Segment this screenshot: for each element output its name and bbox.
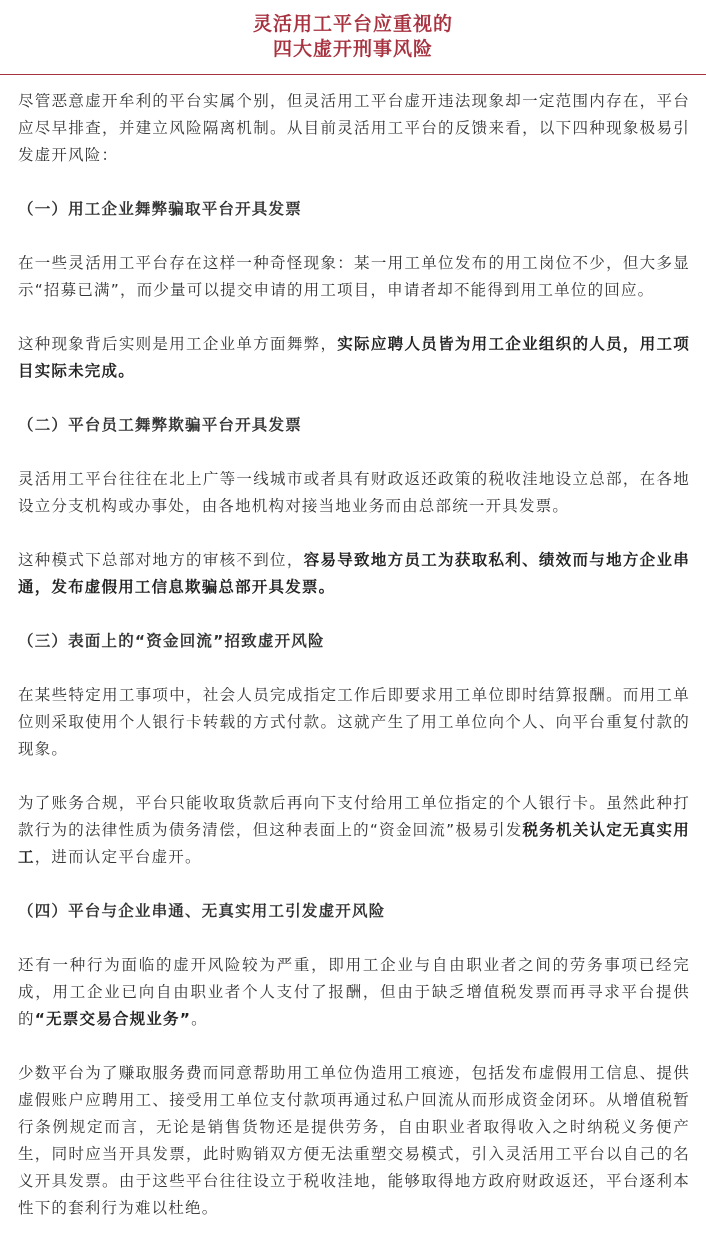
- section-2-heading: （二）平台员工舞弊欺骗平台开具发票: [18, 416, 302, 434]
- article-title-line-2: 四大虚开刑事风险: [272, 38, 433, 60]
- section-3-p2-text: 为了账务合规，平台只能收取货款后再向下支付给用工单位指定的个人银行卡。虽然此种打款行为的法律性质为债务清偿，但这种表面上的“资金回流”极易引发: [18, 794, 690, 839]
- section-4-paragraph-2: 少数平台为了赚取服务费而同意帮助用工单位伪造用工痕迹，包括发布虚假用工信息、提供虚假账户应聘用工、接受用工单位支付款项再通过私户回流从而形成资金闭环。从增值税暂行条例规定而言，无论是销售货物还是提供劳务，自由职业者取得收入之时纳税义务便产生，同时应当开具发票，此时购销双方便无法重塑交易模式，引入灵活用工平台以自己的名义开具发票。由于这些平台往往设立于税收洼地，能够取得地方政府财政返还，平台逐利本性下的套利行为难以杜绝。: [18, 1064, 690, 1217]
- section-1-paragraph-2: [18, 331, 690, 385]
- section-4-heading: （四）平台与企业串通、无真实用工引发虚开风险: [18, 902, 386, 920]
- section-4-p1-tail: 。: [191, 1010, 208, 1028]
- intro-paragraph: 尽管恶意虚开牟利的平台实属个别，但灵活用工平台虚开违法现象却一定范围内存在，平台应尽早排查，并建立风险隔离机制。从目前灵活用工平台的反馈来看，以下四种现象极易引发虚开风险：: [18, 92, 690, 164]
- section-1-p2-emphasis: 实际应聘人员皆为用工企业组织的人员，用工项目实际未完成。: [18, 335, 690, 380]
- section-4-p1-emphasis: “无票交易合规业务”: [34, 1010, 192, 1028]
- section-4-p1-text: 还有一种行为面临的虚开风险较为严重，即用工企业与自由职业者之间的劳务事项已经完成，用工企业已向自由职业者个人支付了报酬，但由于缺乏增值税发票而再寻求平台提供的: [18, 956, 690, 1028]
- section-2-p2-text: 这种模式下总部对地方的审核不到位，: [18, 551, 304, 569]
- section-3-p2-emphasis: 税务机关认定无真实用工: [18, 821, 690, 866]
- section-1-heading: （一）用工企业舞弊骗取平台开具发票: [18, 200, 302, 218]
- article-header: [0, 0, 706, 74]
- section-1-paragraph-1: 在一些灵活用工平台存在这样一种奇怪现象：某一用工单位发布的用工岗位不少，但大多显示“招募已满”，而少量可以提交申请的用工项目，申请者却不能得到用工单位的回应。: [18, 254, 690, 299]
- section-2-p2-emphasis: 容易导致地方员工为获取私利、绩效而与地方企业串通，发布虚假用工信息欺骗总部开具发票。: [18, 551, 690, 596]
- section-3-paragraph-2: [18, 790, 690, 871]
- article-body: [18, 88, 690, 1236]
- section-2-paragraph-2: [18, 547, 690, 601]
- article-title-line-1: 灵活用工平台应重视的: [252, 13, 453, 35]
- section-3-paragraph-1: 在某些特定用工事项中，社会人员完成指定工作后即要求用工单位即时结算报酬。而用工单位则采取使用个人银行卡转载的方式付款。这就产生了用工单位向个人、向平台重复付款的现象。: [18, 686, 690, 758]
- section-3-heading: （三）表面上的“资金回流”招致虚开风险: [18, 632, 325, 650]
- section-3-p2-tail: ，进而认定平台虚开。: [34, 848, 202, 866]
- section-2-paragraph-1: 灵活用工平台往往在北上广等一线城市或者具有财政返还政策的税收洼地设立总部，在各地设立分支机构或办事处，由各地机构对接当地业务而由总部统一开具发票。: [18, 470, 690, 515]
- section-1-p2-text: 这种现象背后实则是用工企业单方面舞弊，: [18, 335, 338, 353]
- title-divider: [0, 74, 706, 75]
- section-4-paragraph-1: [18, 952, 690, 1033]
